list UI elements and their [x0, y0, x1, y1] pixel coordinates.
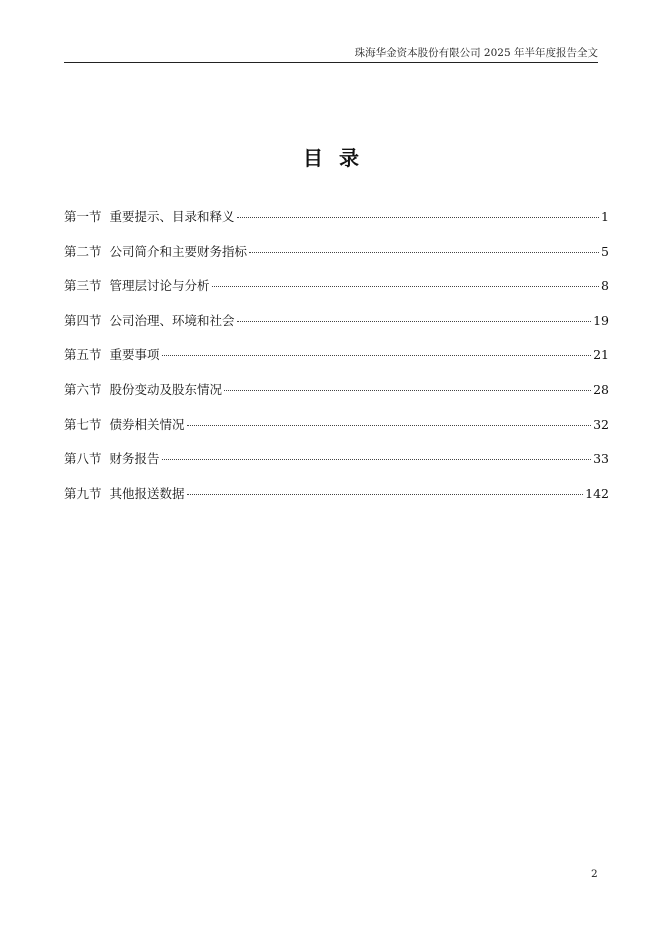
dot-leader — [249, 252, 599, 253]
toc-section-number: 第三节 — [64, 278, 102, 294]
toc-section-heading: 其他报送数据 — [109, 485, 185, 501]
toc-entry-8[interactable] — [64, 450, 609, 485]
toc-section-number: 第七节 — [64, 416, 102, 432]
toc-page-number: 8 — [601, 278, 609, 294]
toc-section-number: 第九节 — [64, 485, 102, 501]
dot-leader — [162, 459, 592, 460]
toc-entry-7[interactable] — [64, 416, 609, 451]
toc-section-heading: 重要事项 — [109, 347, 160, 363]
table-of-contents — [64, 208, 609, 519]
toc-entry-5[interactable] — [64, 346, 609, 381]
toc-page-number: 33 — [593, 451, 609, 467]
toc-section-heading: 债券相关情况 — [109, 416, 185, 432]
dot-leader — [237, 321, 592, 322]
toc-page-number: 21 — [593, 347, 609, 363]
toc-section-number: 第八节 — [64, 451, 102, 467]
toc-title: 目录 — [303, 146, 375, 171]
header-divider — [64, 62, 598, 63]
toc-section-heading: 股份变动及股东情况 — [109, 381, 223, 397]
toc-section-number: 第二节 — [64, 243, 102, 259]
toc-page-number: 5 — [601, 243, 609, 259]
dot-leader — [237, 217, 600, 218]
dot-leader — [187, 425, 592, 426]
toc-section-number: 第五节 — [64, 347, 102, 363]
toc-page-number: 28 — [593, 381, 609, 397]
toc-entry-4[interactable] — [64, 312, 609, 347]
toc-page-number: 32 — [593, 416, 609, 432]
toc-entry-9[interactable] — [64, 485, 609, 520]
dot-leader — [187, 494, 584, 495]
dot-leader — [224, 390, 591, 391]
toc-section-heading: 重要提示、目录和释义 — [109, 209, 235, 224]
toc-entry-2[interactable] — [64, 243, 609, 278]
toc-page-number: 1 — [601, 209, 609, 224]
toc-page-number: 142 — [585, 485, 609, 501]
running-header-title: 珠海华金资本股份有限公司 2025 年半年度报告全文 — [354, 47, 598, 59]
toc-section-heading: 公司简介和主要财务指标 — [109, 243, 248, 259]
page-number: 2 — [591, 868, 598, 880]
toc-entry-6[interactable] — [64, 381, 609, 416]
toc-section-heading: 管理层讨论与分析 — [109, 278, 210, 294]
toc-entry-1[interactable] — [64, 208, 609, 243]
toc-section-heading: 公司治理、环境和社会 — [109, 312, 235, 328]
toc-page-number: 19 — [593, 312, 609, 328]
toc-section-number: 第四节 — [64, 312, 102, 328]
toc-section-heading: 财务报告 — [109, 451, 160, 467]
toc-section-number: 第六节 — [64, 381, 102, 397]
dot-leader — [162, 355, 592, 356]
toc-entry-3[interactable] — [64, 277, 609, 312]
toc-section-number: 第一节 — [64, 209, 102, 224]
dot-leader — [212, 286, 600, 287]
